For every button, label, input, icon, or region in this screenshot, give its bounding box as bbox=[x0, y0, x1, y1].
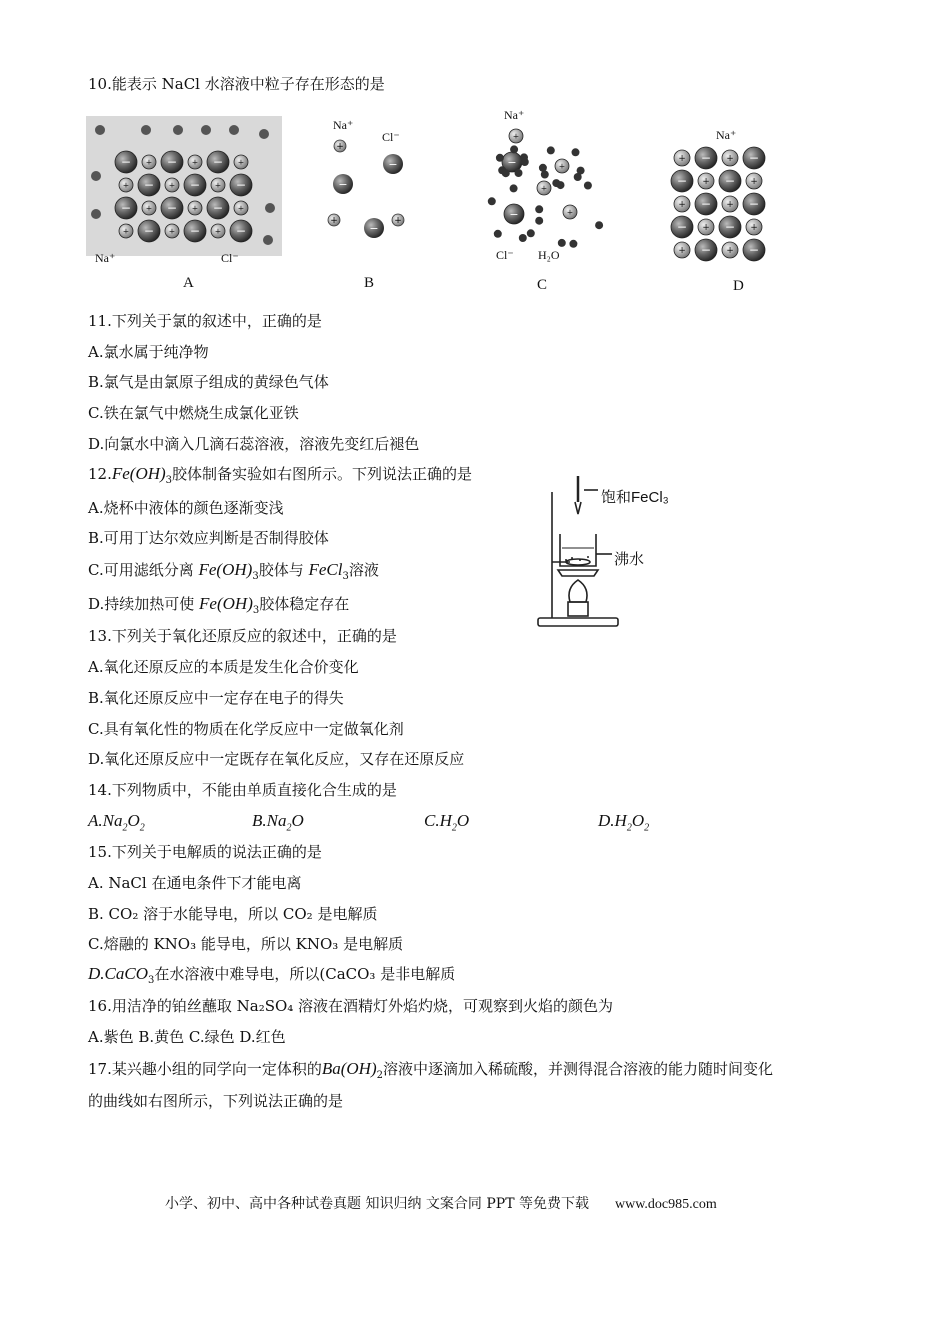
svg-text:+: + bbox=[336, 142, 344, 152]
q13-option-d: D.氧化还原反应中一定既存在氧化反应，又存在还原反应 bbox=[88, 750, 465, 768]
lattice-ion-sign: − bbox=[166, 155, 178, 170]
water-molecule bbox=[488, 197, 496, 205]
lattice-ion-sign: + bbox=[191, 203, 199, 213]
lattice-ion-sign: − bbox=[676, 174, 688, 189]
lattice-ion-sign: − bbox=[724, 174, 736, 189]
lattice-ion-sign: − bbox=[235, 178, 247, 193]
water-molecule bbox=[263, 235, 273, 245]
footer-url[interactable]: www.doc985.com bbox=[614, 1197, 717, 1212]
water-molecule bbox=[91, 171, 101, 181]
q15-option-b: B. CO₂ 溶于水能导电，所以 CO₂ 是电解质 bbox=[88, 905, 378, 923]
apparatus-label-fecl3: 饱和FeCl₃ bbox=[601, 489, 669, 506]
hydrated-ion-sign: + bbox=[540, 183, 548, 193]
q12-option-c: C.可用滤纸分离 $Fe(OH)_3$胶体与 FeCl$_3$溶液 bbox=[88, 560, 379, 582]
lattice-ion-sign: + bbox=[726, 154, 734, 165]
lattice-ion-sign: − bbox=[143, 224, 155, 239]
water-molecule bbox=[520, 153, 528, 161]
lattice-ion-sign: − bbox=[700, 243, 712, 258]
q12-option-d: D.持续加热可使 $Fe(OH)_3$胶体稳定存在 bbox=[88, 594, 350, 616]
q14-stem: 14.下列物质中，不能由单质直接化合生成的是 bbox=[88, 781, 397, 799]
hydrated-ion-sign: + bbox=[566, 207, 574, 217]
lattice-ion-sign: + bbox=[678, 154, 686, 165]
panel-a-figure bbox=[86, 116, 282, 256]
panel-c-label: C bbox=[537, 277, 548, 293]
svg-text:−: − bbox=[369, 222, 379, 235]
water-molecule bbox=[572, 148, 580, 156]
svg-text:+: + bbox=[330, 216, 338, 226]
hydrated-ion-sign: − bbox=[509, 207, 519, 221]
svg-text:−: − bbox=[388, 158, 398, 171]
lattice-ion-sign: + bbox=[750, 177, 758, 188]
lattice-ion-sign: − bbox=[120, 155, 132, 170]
lattice-ion-sign: + bbox=[214, 180, 222, 190]
q13-option-a: A.氧化还原反应的本质是发生化合价变化 bbox=[88, 658, 359, 676]
panel-b-label: B bbox=[364, 275, 375, 291]
q11-option-d: D.向氯水中滴入几滴石蕊溶液，溶液先变红后褪色 bbox=[88, 435, 420, 453]
panel-c-ion-label-h2o: H₂O bbox=[538, 248, 560, 262]
water-molecule bbox=[201, 125, 211, 135]
lattice-ion-sign: + bbox=[214, 226, 222, 236]
q14-option-b: $B.Na_2O$ bbox=[252, 811, 304, 834]
q10-stem: 10.能表示 NaCl 水溶液中粒子存在形态的是 bbox=[88, 75, 385, 93]
q16-stem: 16.用洁净的铂丝蘸取 Na₂SO₄ 溶液在酒精灯外焰灼烧，可观察到火焰的颜色为 bbox=[88, 997, 614, 1015]
apparatus-label-boiling-water: 沸水 bbox=[614, 551, 645, 568]
lattice-ion-sign: + bbox=[145, 157, 153, 167]
lattice-ion-sign: − bbox=[748, 243, 760, 258]
water-molecule bbox=[557, 181, 565, 189]
q13-stem: 13.下列关于氧化还原反应的叙述中，正确的是 bbox=[88, 627, 397, 645]
lattice-ion-sign: + bbox=[122, 226, 130, 236]
panel-d-label: D bbox=[733, 278, 744, 294]
lattice-ion-sign: − bbox=[143, 178, 155, 193]
page-footer bbox=[165, 1193, 717, 1213]
water-molecule bbox=[535, 217, 543, 225]
water-molecule bbox=[494, 230, 502, 238]
panel-c-figure bbox=[484, 118, 614, 258]
water-molecule bbox=[173, 125, 183, 135]
panel-b-ion-label-na: Na⁺ bbox=[333, 118, 354, 132]
panel-d-ion-label-na: Na⁺ bbox=[716, 128, 737, 142]
q11-option-a: A.氯水属于纯净物 bbox=[88, 343, 209, 361]
q11-option-b: B.氯气是由氯原子组成的黄绿色气体 bbox=[88, 373, 329, 391]
water-molecule bbox=[535, 205, 543, 213]
q11-stem: 11.下列关于氯的叙述中，正确的是 bbox=[88, 312, 322, 330]
water-molecule bbox=[259, 129, 269, 139]
lattice-ion-sign: − bbox=[235, 224, 247, 239]
water-molecule bbox=[515, 169, 523, 177]
lattice-ion-sign: + bbox=[678, 246, 686, 257]
q12-stem: $12.Fe(OH)_3$胶体制备实验如右图所示。下列说法正确的是 bbox=[88, 464, 473, 486]
water-molecule bbox=[510, 184, 518, 192]
water-molecule bbox=[496, 154, 504, 162]
q12-option-b: B.可用丁达尔效应判断是否制得胶体 bbox=[88, 529, 329, 547]
panel-d-figure bbox=[668, 144, 768, 264]
lattice-ion-sign: − bbox=[189, 224, 201, 239]
q17-stem-line2: 的曲线如右图所示，下列说法正确的是 bbox=[88, 1092, 344, 1110]
q11-option-c: C.铁在氯气中燃烧生成氯化亚铁 bbox=[88, 404, 299, 422]
hydrated-ion-sign: + bbox=[558, 161, 566, 171]
q14-option-d: $D.H_2O_2$ bbox=[598, 811, 650, 834]
q14-option-a: $A.Na_2O_2$ bbox=[88, 811, 145, 834]
panel-a-ion-label-na: Na⁺ bbox=[95, 251, 116, 265]
water-molecule bbox=[541, 171, 549, 179]
lattice-ion-sign: + bbox=[702, 177, 710, 188]
panel-c-ion-label-na: Na⁺ bbox=[504, 108, 525, 122]
footer-text: 小学、初中、高中各种试卷真题 知识归纳 文案合同 PPT 等免费下载 bbox=[165, 1196, 589, 1212]
panel-b-figure bbox=[318, 118, 418, 248]
q13-option-b: B.氧化还原反应中一定存在电子的得失 bbox=[88, 689, 344, 707]
lattice-ion-sign: + bbox=[168, 180, 176, 190]
water-molecule bbox=[595, 221, 603, 229]
lattice-ion-sign: + bbox=[702, 223, 710, 234]
water-molecule bbox=[558, 239, 566, 247]
water-molecule bbox=[95, 125, 105, 135]
water-molecule bbox=[265, 203, 275, 213]
q15-stem: 15.下列关于电解质的说法正确的是 bbox=[88, 843, 322, 861]
lattice-ion-sign: − bbox=[748, 197, 760, 212]
lattice-ion-sign: + bbox=[678, 200, 686, 211]
q17-stem-line1: 17.某兴趣小组的同学向一定体积的$Ba(OH)_2$溶液中逐滴加入稀硫酸，并测得混合溶液的能力随时间变化 bbox=[88, 1059, 774, 1081]
lattice-ion-sign: − bbox=[700, 151, 712, 166]
water-molecule bbox=[502, 169, 510, 177]
q15-option-d: D.CaCO$_3$在水溶液中难导电，所以(CaCO₃ 是非电解质 bbox=[88, 964, 456, 986]
lattice-ion-sign: + bbox=[237, 157, 245, 167]
panel-a-label: A bbox=[183, 275, 194, 291]
lattice-ion-sign: + bbox=[122, 180, 130, 190]
q15-option-a: A. NaCl 在通电条件下才能电离 bbox=[88, 874, 302, 892]
hydrated-ion-sign: + bbox=[512, 131, 520, 141]
water-molecule bbox=[584, 182, 592, 190]
lattice-ion-sign: − bbox=[120, 201, 132, 216]
water-molecule bbox=[141, 125, 151, 135]
lattice-ion-sign: − bbox=[166, 201, 178, 216]
water-molecule bbox=[577, 167, 585, 175]
water-molecule bbox=[527, 229, 535, 237]
lattice-ion-sign: + bbox=[237, 203, 245, 213]
water-molecule bbox=[519, 234, 527, 242]
q14-option-c: $C.H_2O$ bbox=[424, 811, 470, 834]
water-molecule bbox=[229, 125, 239, 135]
lattice-ion-sign: − bbox=[212, 155, 224, 170]
lattice-ion-sign: + bbox=[191, 157, 199, 167]
panel-b-ion-label-cl: Cl⁻ bbox=[382, 130, 400, 144]
lattice-ion-sign: + bbox=[726, 246, 734, 257]
lattice-ion-sign: + bbox=[750, 223, 758, 234]
water-molecule bbox=[91, 209, 101, 219]
lattice-ion-sign: − bbox=[724, 220, 736, 235]
lattice-ion-sign: − bbox=[212, 201, 224, 216]
q12-option-a: A.烧杯中液体的颜色逐渐变浅 bbox=[88, 499, 284, 517]
q15-option-c: C.熔融的 KNO₃ 能导电，所以 KNO₃ 是电解质 bbox=[88, 935, 404, 953]
water-molecule bbox=[547, 146, 555, 154]
hydrated-ion-sign: − bbox=[507, 155, 517, 169]
q13-option-c: C.具有氧化性的物质在化学反应中一定做氧化剂 bbox=[88, 720, 404, 738]
svg-text:−: − bbox=[338, 178, 348, 191]
water-molecule bbox=[539, 164, 547, 172]
q16-options: A.紫色 B.黄色 C.绿色 D.红色 bbox=[88, 1028, 286, 1046]
svg-text:+: + bbox=[394, 216, 402, 226]
lattice-ion-sign: + bbox=[726, 200, 734, 211]
panel-c-ion-label-cl: Cl⁻ bbox=[496, 248, 514, 262]
lattice-ion-sign: − bbox=[189, 178, 201, 193]
panel-a-ion-label-cl: Cl⁻ bbox=[221, 251, 239, 265]
water-molecule bbox=[510, 145, 518, 153]
lattice-ion-sign: − bbox=[748, 151, 760, 166]
lattice-ion-sign: + bbox=[145, 203, 153, 213]
lattice-ion-sign: + bbox=[168, 226, 176, 236]
lattice-ion-sign: − bbox=[700, 197, 712, 212]
lattice-ion-sign: − bbox=[676, 220, 688, 235]
water-molecule bbox=[569, 240, 577, 248]
